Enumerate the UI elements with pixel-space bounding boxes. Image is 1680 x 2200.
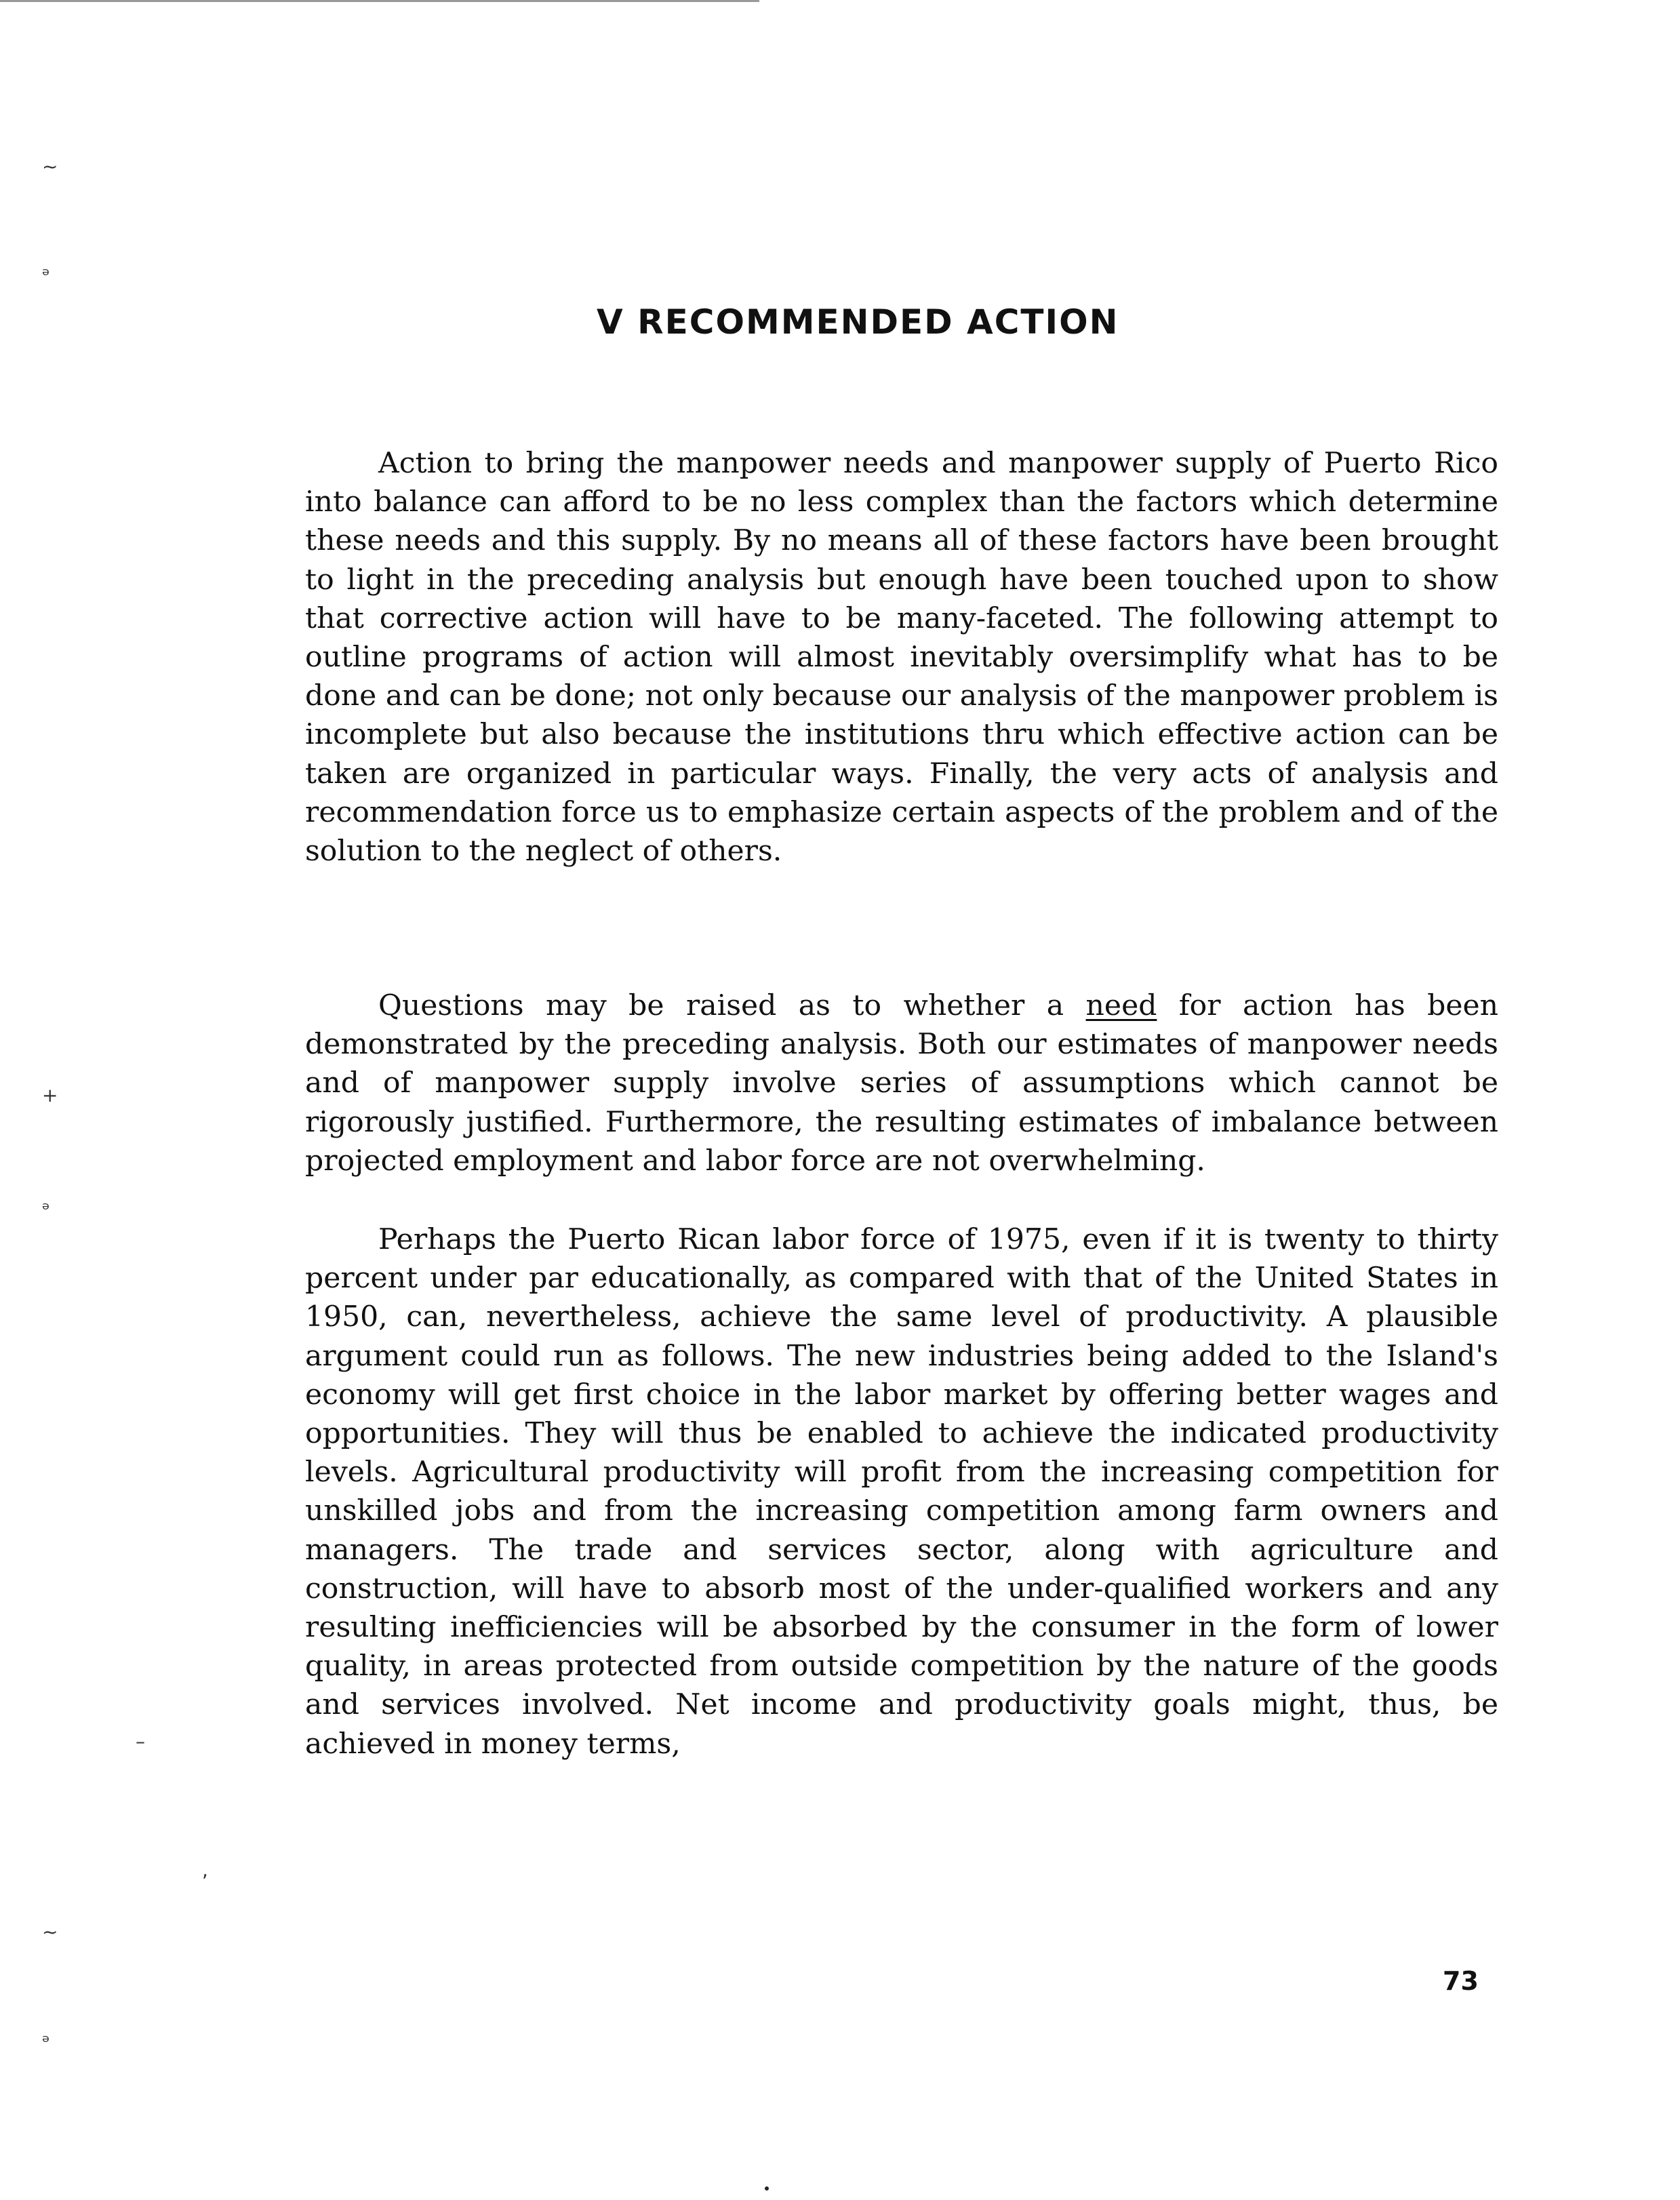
scan-speck: ᵊ bbox=[42, 2031, 50, 2053]
scan-speck: ᵊ bbox=[42, 264, 50, 286]
scan-speck: + bbox=[42, 1084, 58, 1106]
paragraph-3: Perhaps the Puerto Rican labor force of 1975, even if it is twenty to thirty percent under par educationally, as compared with that of the United States in 1950, can, nevertheless, achieve the same level of productivity. A plausible argument could run as follows. The new industries being added to the Island's economy will get first choice in the labor market by offering better wages and opportunities. They will thus be enabled to achieve the indicated productivity levels. Agricultural productivity will profit from the increasing competition for unskilled jobs and from the increasing competition among farm owners and managers. The trade and services sector, along with agriculture and construction, will have to absorb most of the under-qualified workers and any resulting inefficiencies will be absorbed by the consumer in the form of lower quality, in areas protected from outside competition by the nature of the goods and services involved. Net income and productivity goals might, thus, be achieved in money terms, bbox=[305, 1223, 1498, 1761]
section-heading: V RECOMMENDED ACTION bbox=[597, 302, 1119, 342]
scan-top-edge bbox=[0, 0, 759, 2]
scan-speck: ~ bbox=[42, 1921, 58, 1943]
scan-speck: – bbox=[136, 1730, 145, 1753]
scan-speck: , bbox=[202, 1859, 208, 1881]
paragraph-2-text-start: Questions may be raised as to whether a bbox=[378, 989, 1086, 1022]
scan-speck bbox=[765, 2186, 769, 2191]
paragraph-1: Action to bring the manpower needs and manpower supply of Puerto Rico into balance can afford to be no less complex than the factors which determine these needs and this supply. By no means all of these factors have been brought to light in the preceding analysis but enough have been touched upon to show that corrective action will have to be many-faceted. The following attempt to outline programs of action will almost inevitably oversimplify what has to be done and can be done; not only because our analysis of the manpower problem is incomplete but also because the institutions thru which effective action can be taken are organized in particular ways. Finally, the very acts of analysis and recommendation force us to emphasize certain aspects of the problem and of the solution to the neglect of others. bbox=[305, 447, 1498, 868]
page-number: 73 bbox=[1443, 1966, 1479, 1996]
paragraph-2 bbox=[305, 986, 1498, 1180]
paragraph-2-text-end: for action has been demonstrated by the preceding analysis. Both our estimates of manpower needs and of manpower supply involve series of assumptions which cannot be rigorously justified. Furthermore, the resulting estimates of imbalance between projected employment and labor force are not overwhelming. bbox=[305, 989, 1499, 1178]
scan-speck: ~ bbox=[42, 155, 58, 178]
scan-speck: ᵊ bbox=[42, 1198, 50, 1220]
underlined-word-need: need bbox=[1085, 989, 1157, 1022]
